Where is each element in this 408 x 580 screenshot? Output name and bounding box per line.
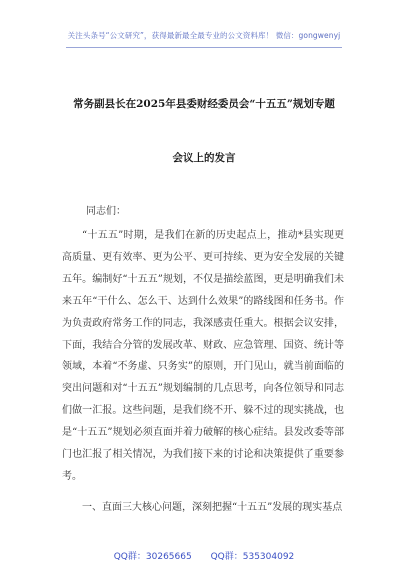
section-heading: 一、直面三大核心问题，深刻把握“十五五”发展的现实基点 bbox=[82, 502, 343, 513]
salutation: 同志们： bbox=[86, 206, 126, 217]
footer-qq-group-1: QQ群：30265665 bbox=[113, 552, 192, 562]
document-title: 常务副县长在2025年县委财经委员会“十五五”规划专题 bbox=[73, 98, 335, 110]
body-paragraph: “十五五”时期，是我们在新的历史起点上，推动*县实现更高质量、更有效率、更为公平、更可持续、更为安全发展的关键五年。编制好“十五五”规划，不仅是描绘蓝图，更是明确我们未来五年“干什么、怎么干、达到什么效果”的路线图和任务书。作为负责政府常务工作的同志，我深感责任重大。根据会议安排，下面，我结合分管的发展改革、财政、应急管理、国资、统计等领域，本着“不务虚、只务实”的原则，开门见山，就当前面临的突出问题和对“十五五”规划编制的几点思考，向各位领导和同志们做一汇报。这些问题，是我们绕不开、躲不过的现实挑战，也是“十五五”规划必须直面并着力破解的核心症结。县发改委等部门也汇报了相关情况，为我们接下来的讨论和决策提供了重要参考。 bbox=[62, 230, 344, 482]
header-banner: 关注头条号“公文研究”，获得最新最全最专业的公文资料库！ 微信：gongwenyj bbox=[67, 31, 341, 40]
footer-qq-group-2: QQ群：535304092 bbox=[210, 552, 295, 562]
document-subtitle: 会议上的发言 bbox=[172, 152, 236, 164]
footer bbox=[0, 549, 408, 562]
header-divider bbox=[66, 47, 342, 48]
